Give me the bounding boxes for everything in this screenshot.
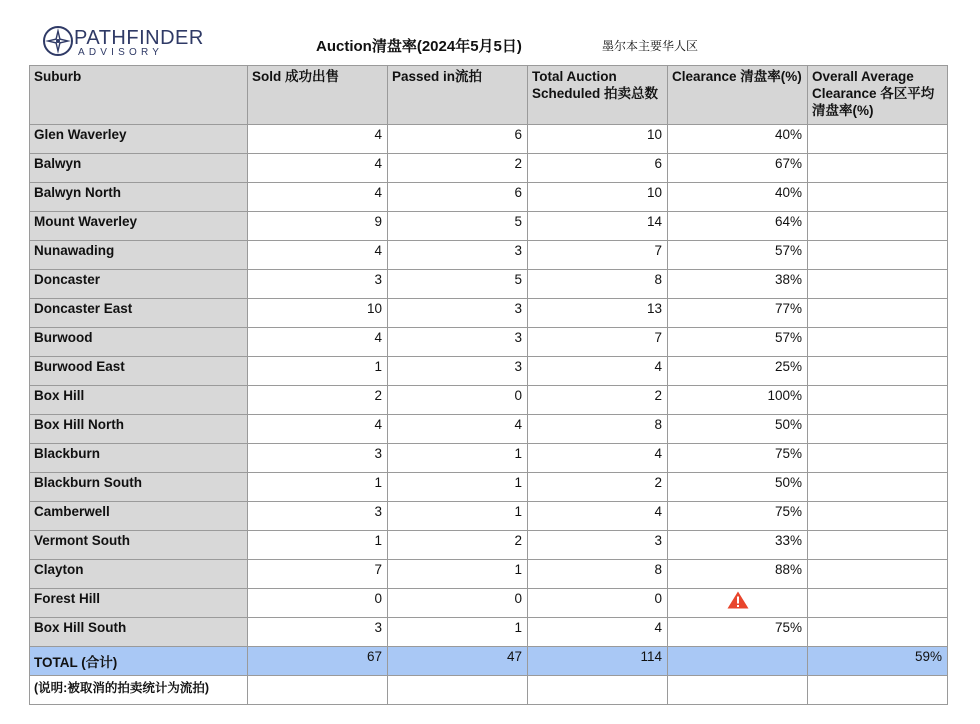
suburb-cell: Camberwell <box>30 502 248 531</box>
overall-cell <box>808 502 948 531</box>
sold-cell: 1 <box>248 473 388 502</box>
overall-cell <box>808 328 948 357</box>
sold-cell: 3 <box>248 270 388 299</box>
col-header-clearance: Clearance 清盘率(%) <box>668 66 808 125</box>
clearance-cell: 25% <box>668 357 808 386</box>
table-row <box>30 386 948 415</box>
note-row <box>30 676 948 705</box>
passed-cell: 3 <box>388 299 528 328</box>
table-row <box>30 444 948 473</box>
table-row <box>30 299 948 328</box>
table-row <box>30 473 948 502</box>
suburb-cell: Box Hill North <box>30 415 248 444</box>
suburb-cell: Box Hill <box>30 386 248 415</box>
passed-cell: 2 <box>388 531 528 560</box>
col-header-suburb: Suburb <box>30 66 248 125</box>
clearance-cell: 64% <box>668 212 808 241</box>
suburb-cell: Blackburn <box>30 444 248 473</box>
clearance-cell <box>668 589 808 618</box>
total-cell: 4 <box>528 444 668 473</box>
table-row <box>30 212 948 241</box>
clearance-cell: 50% <box>668 415 808 444</box>
suburb-cell: Vermont South <box>30 531 248 560</box>
total-cell: 7 <box>528 241 668 270</box>
table-row <box>30 502 948 531</box>
empty-cell <box>388 676 528 705</box>
passed-cell: 3 <box>388 241 528 270</box>
sold-cell: 3 <box>248 502 388 531</box>
passed-cell: 6 <box>388 183 528 212</box>
total-cell: 2 <box>528 386 668 415</box>
overall-cell <box>808 125 948 154</box>
clearance-cell: 50% <box>668 473 808 502</box>
overall-cell <box>808 270 948 299</box>
overall-cell <box>808 560 948 589</box>
table-row <box>30 328 948 357</box>
total-cell: 6 <box>528 154 668 183</box>
total-cell: 8 <box>528 415 668 444</box>
clearance-cell: 75% <box>668 444 808 473</box>
suburb-cell: Balwyn <box>30 154 248 183</box>
suburb-cell: Blackburn South <box>30 473 248 502</box>
clearance-cell: 57% <box>668 328 808 357</box>
overall-cell <box>808 589 948 618</box>
table-row <box>30 270 948 299</box>
overall-cell <box>808 212 948 241</box>
total-passed-cell: 47 <box>388 647 528 676</box>
sold-cell: 3 <box>248 444 388 473</box>
table-body <box>30 125 948 705</box>
total-cell: 4 <box>528 357 668 386</box>
empty-cell <box>248 676 388 705</box>
passed-cell: 6 <box>388 125 528 154</box>
clearance-cell: 75% <box>668 502 808 531</box>
table-header-row <box>30 66 948 125</box>
table-row <box>30 357 948 386</box>
passed-cell: 5 <box>388 270 528 299</box>
total-scheduled-cell: 114 <box>528 647 668 676</box>
overall-cell <box>808 241 948 270</box>
total-cell: 4 <box>528 618 668 647</box>
clearance-cell: 57% <box>668 241 808 270</box>
total-cell: 4 <box>528 502 668 531</box>
table-row <box>30 618 948 647</box>
col-header-total: Total Auction Scheduled 拍卖总数 <box>528 66 668 125</box>
table-row <box>30 415 948 444</box>
compass-star-icon <box>42 25 74 57</box>
passed-cell: 2 <box>388 154 528 183</box>
pathfinder-logo <box>42 25 204 59</box>
brand-subtitle: ADVISORY <box>78 47 164 58</box>
passed-cell: 0 <box>388 386 528 415</box>
suburb-cell: Nunawading <box>30 241 248 270</box>
suburb-cell: Doncaster East <box>30 299 248 328</box>
passed-cell: 4 <box>388 415 528 444</box>
sold-cell: 10 <box>248 299 388 328</box>
overall-cell <box>808 618 948 647</box>
total-cell: 3 <box>528 531 668 560</box>
total-cell: 10 <box>528 125 668 154</box>
passed-cell: 1 <box>388 618 528 647</box>
table-row <box>30 125 948 154</box>
sold-cell: 1 <box>248 531 388 560</box>
brand-name: PATHFINDER <box>74 27 204 49</box>
clearance-cell: 40% <box>668 183 808 212</box>
overall-cell <box>808 473 948 502</box>
clearance-cell: 67% <box>668 154 808 183</box>
col-header-overall: Overall Average Clearance 各区平均清盘率(%) <box>808 66 948 125</box>
sold-cell: 7 <box>248 560 388 589</box>
suburb-cell: Glen Waverley <box>30 125 248 154</box>
sold-cell: 9 <box>248 212 388 241</box>
clearance-table <box>29 65 948 705</box>
empty-cell <box>808 676 948 705</box>
clearance-cell: 40% <box>668 125 808 154</box>
overall-cell <box>808 444 948 473</box>
table-row <box>30 589 948 618</box>
table-row <box>30 241 948 270</box>
table-row <box>30 154 948 183</box>
suburb-cell: Balwyn North <box>30 183 248 212</box>
passed-cell: 1 <box>388 560 528 589</box>
passed-cell: 1 <box>388 473 528 502</box>
overall-cell <box>808 183 948 212</box>
sold-cell: 4 <box>248 183 388 212</box>
passed-cell: 3 <box>388 357 528 386</box>
suburb-cell: Box Hill South <box>30 618 248 647</box>
clearance-cell: 38% <box>668 270 808 299</box>
sold-cell: 3 <box>248 618 388 647</box>
total-cell: 10 <box>528 183 668 212</box>
sold-cell: 2 <box>248 386 388 415</box>
overall-cell <box>808 299 948 328</box>
sold-cell: 4 <box>248 241 388 270</box>
total-clearance-cell <box>668 647 808 676</box>
total-sold-cell: 67 <box>248 647 388 676</box>
region-label: 墨尔本主要华人区 <box>602 39 699 53</box>
sold-cell: 0 <box>248 589 388 618</box>
col-header-passed: Passed in流拍 <box>388 66 528 125</box>
overall-cell <box>808 154 948 183</box>
total-cell: 7 <box>528 328 668 357</box>
table-row <box>30 183 948 212</box>
sold-cell: 4 <box>248 328 388 357</box>
overall-cell <box>808 415 948 444</box>
overall-cell <box>808 357 948 386</box>
suburb-cell: Forest Hill <box>30 589 248 618</box>
sold-cell: 4 <box>248 415 388 444</box>
col-header-sold: Sold 成功出售 <box>248 66 388 125</box>
table-row <box>30 531 948 560</box>
total-cell: 8 <box>528 560 668 589</box>
warning-triangle-icon <box>727 591 749 609</box>
total-cell: 0 <box>528 589 668 618</box>
total-cell: 2 <box>528 473 668 502</box>
total-label: TOTAL (合计) <box>30 647 248 676</box>
suburb-cell: Mount Waverley <box>30 212 248 241</box>
passed-cell: 3 <box>388 328 528 357</box>
report-title: Auction清盘率(2024年5月5日) <box>316 38 522 55</box>
table-row <box>30 560 948 589</box>
overall-cell <box>808 386 948 415</box>
overall-average-cell: 59% <box>808 647 948 676</box>
clearance-cell: 33% <box>668 531 808 560</box>
sold-cell: 4 <box>248 154 388 183</box>
passed-cell: 5 <box>388 212 528 241</box>
empty-cell <box>528 676 668 705</box>
empty-cell <box>668 676 808 705</box>
overall-cell <box>808 531 948 560</box>
suburb-cell: Doncaster <box>30 270 248 299</box>
suburb-cell: Burwood <box>30 328 248 357</box>
clearance-cell: 77% <box>668 299 808 328</box>
note-text: (说明:被取消的拍卖统计为流拍) <box>30 676 248 705</box>
sold-cell: 4 <box>248 125 388 154</box>
passed-cell: 1 <box>388 444 528 473</box>
total-cell: 8 <box>528 270 668 299</box>
suburb-cell: Clayton <box>30 560 248 589</box>
passed-cell: 0 <box>388 589 528 618</box>
total-row <box>30 647 948 676</box>
passed-cell: 1 <box>388 502 528 531</box>
total-cell: 14 <box>528 212 668 241</box>
clearance-cell: 100% <box>668 386 808 415</box>
clearance-cell: 88% <box>668 560 808 589</box>
clearance-cell: 75% <box>668 618 808 647</box>
total-cell: 13 <box>528 299 668 328</box>
suburb-cell: Burwood East <box>30 357 248 386</box>
sold-cell: 1 <box>248 357 388 386</box>
